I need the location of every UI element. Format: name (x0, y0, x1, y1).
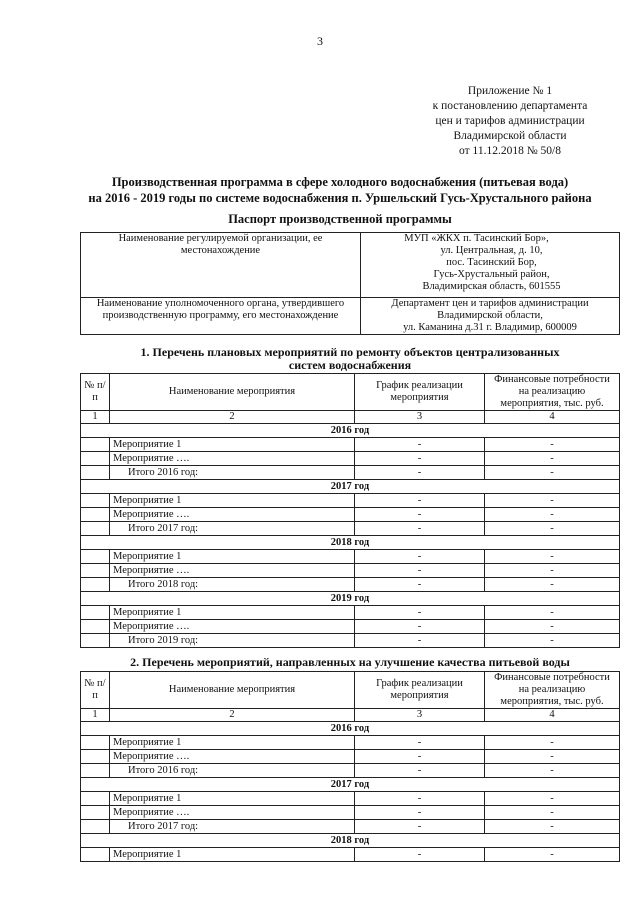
row-number (81, 820, 110, 834)
row-number (81, 806, 110, 820)
column-number-row (81, 709, 620, 722)
finance-value: - (485, 452, 620, 466)
measure-name: Мероприятие …. (110, 750, 355, 764)
measure-name: Итого 2017 год: (110, 820, 355, 834)
header-row (81, 374, 620, 411)
row-number (81, 438, 110, 452)
schedule-value: - (355, 494, 485, 508)
table-row (81, 634, 620, 648)
schedule-value: - (355, 634, 485, 648)
section2-heading: 2. Перечень мероприятий, направленных на улучшение качества питьевой воды (130, 655, 570, 669)
row-number (81, 736, 110, 750)
water-quality-measures-table (80, 671, 620, 862)
appendix-line: Владимирской области (453, 130, 567, 142)
schedule-value: - (355, 764, 485, 778)
table-row (81, 452, 620, 466)
year-label: 2016 год (81, 424, 620, 438)
title-line: на 2016 - 2019 годы по системе водоснабжения п. Уршельский Гусь-Хрустального района (88, 191, 592, 205)
year-row (81, 480, 620, 494)
header-cell: График реализации мероприятия (355, 672, 485, 709)
row-number (81, 764, 110, 778)
year-label: 2017 год (81, 480, 620, 494)
column-number: 1 (81, 709, 110, 722)
schedule-value: - (355, 750, 485, 764)
column-number: 4 (485, 709, 620, 722)
table-row (81, 848, 620, 862)
appendix-line: к постановлению департамента (432, 100, 588, 112)
measure-name: Мероприятие …. (110, 508, 355, 522)
header-cell: № п/п (81, 672, 110, 709)
schedule-value: - (355, 550, 485, 564)
row-number (81, 606, 110, 620)
org-value: МУП «ЖКХ п. Тасинский Бор», ул. Центральная, д. 10, пос. Тасинский Бор, Гусь-Хрустальный район, Владимирская область, 601555 (361, 233, 620, 298)
schedule-value: - (355, 848, 485, 862)
page-number: 3 (317, 34, 323, 48)
measure-name: Итого 2017 год: (110, 522, 355, 536)
table-row (81, 792, 620, 806)
org-label: Наименование регулируемой организации, ее местонахождение (81, 233, 361, 298)
appendix-line: Приложение № 1 (467, 85, 553, 97)
column-number: 1 (81, 411, 110, 424)
passport-row-org (81, 233, 620, 298)
row-number (81, 848, 110, 862)
table-row (81, 820, 620, 834)
column-number: 2 (110, 411, 355, 424)
appendix-line: цен и тарифов администрации (435, 115, 585, 127)
header-cell: Наименование мероприятия (110, 374, 355, 411)
schedule-value: - (355, 508, 485, 522)
finance-value: - (485, 764, 620, 778)
measure-name: Мероприятие 1 (110, 736, 355, 750)
year-label: 2017 год (81, 778, 620, 792)
schedule-value: - (355, 606, 485, 620)
finance-value: - (485, 550, 620, 564)
finance-value: - (485, 606, 620, 620)
year-row (81, 778, 620, 792)
document-title (60, 174, 620, 206)
measure-name: Итого 2016 год: (110, 764, 355, 778)
table-row (81, 620, 620, 634)
row-number (81, 452, 110, 466)
row-number (81, 578, 110, 592)
row-number (81, 750, 110, 764)
table-row (81, 522, 620, 536)
measure-name: Итого 2016 год: (110, 466, 355, 480)
table-row (81, 578, 620, 592)
year-label: 2016 год (81, 722, 620, 736)
table-row (81, 750, 620, 764)
finance-value: - (485, 494, 620, 508)
measure-name: Мероприятие 1 (110, 438, 355, 452)
header-cell: Наименование мероприятия (110, 672, 355, 709)
table-row (81, 550, 620, 564)
schedule-value: - (355, 620, 485, 634)
finance-value: - (485, 806, 620, 820)
measure-name: Мероприятие 1 (110, 792, 355, 806)
schedule-value: - (355, 466, 485, 480)
passport-title: Паспорт производственной программы (228, 212, 452, 226)
measure-name: Мероприятие 1 (110, 494, 355, 508)
header-row (81, 672, 620, 709)
authority-label: Наименование уполномоченного органа, утвердившего производственную программу, его местонахождение (81, 298, 361, 335)
year-row (81, 834, 620, 848)
column-number: 2 (110, 709, 355, 722)
year-row (81, 592, 620, 606)
table-row (81, 736, 620, 750)
row-number (81, 494, 110, 508)
title-line: Производственная программа в сфере холодного водоснабжения (питьевая вода) (111, 175, 569, 189)
finance-value: - (485, 848, 620, 862)
finance-value: - (485, 438, 620, 452)
year-row (81, 536, 620, 550)
row-number (81, 508, 110, 522)
passport-table (80, 232, 620, 335)
measure-name: Мероприятие 1 (110, 606, 355, 620)
header-cell: График реализации мероприятия (355, 374, 485, 411)
repair-measures-table (80, 373, 620, 648)
table-row (81, 806, 620, 820)
table-row (81, 494, 620, 508)
row-number (81, 792, 110, 806)
year-row (81, 722, 620, 736)
year-label: 2018 год (81, 536, 620, 550)
year-label: 2019 год (81, 592, 620, 606)
finance-value: - (485, 792, 620, 806)
header-cell: Финансовые потребности на реализацию мероприятия, тыс. руб. (485, 672, 620, 709)
table-row (81, 438, 620, 452)
schedule-value: - (355, 578, 485, 592)
measure-name: Мероприятие …. (110, 452, 355, 466)
year-label: 2018 год (81, 834, 620, 848)
schedule-value: - (355, 820, 485, 834)
year-row (81, 424, 620, 438)
schedule-value: - (355, 438, 485, 452)
authority-value: Департамент цен и тарифов администрации Владимирской области, ул. Каманина д.31 г. Владимир, 600009 (361, 298, 620, 335)
row-number (81, 634, 110, 648)
table-row (81, 606, 620, 620)
schedule-value: - (355, 792, 485, 806)
row-number (81, 522, 110, 536)
finance-value: - (485, 564, 620, 578)
row-number (81, 466, 110, 480)
header-cell: № п/п (81, 374, 110, 411)
section1-heading: 1. Перечень плановых мероприятий по ремонту объектов централизованных систем водоснабжения (140, 345, 560, 372)
measure-name: Мероприятие 1 (110, 550, 355, 564)
column-number: 3 (355, 411, 485, 424)
schedule-value: - (355, 564, 485, 578)
table-row (81, 764, 620, 778)
finance-value: - (485, 750, 620, 764)
table-row (81, 466, 620, 480)
schedule-value: - (355, 736, 485, 750)
finance-value: - (485, 820, 620, 834)
row-number (81, 620, 110, 634)
appendix-block (400, 84, 620, 159)
column-number-row (81, 411, 620, 424)
finance-value: - (485, 578, 620, 592)
finance-value: - (485, 508, 620, 522)
schedule-value: - (355, 806, 485, 820)
row-number (81, 564, 110, 578)
measure-name: Итого 2019 год: (110, 634, 355, 648)
schedule-value: - (355, 452, 485, 466)
column-number: 4 (485, 411, 620, 424)
finance-value: - (485, 620, 620, 634)
header-cell: Финансовые потребности на реализацию мероприятия, тыс. руб. (485, 374, 620, 411)
measure-name: Мероприятие …. (110, 806, 355, 820)
appendix-line: от 11.12.2018 № 50/8 (459, 145, 561, 157)
column-number: 3 (355, 709, 485, 722)
finance-value: - (485, 522, 620, 536)
measure-name: Итого 2018 год: (110, 578, 355, 592)
finance-value: - (485, 466, 620, 480)
measure-name: Мероприятие 1 (110, 848, 355, 862)
table-row (81, 508, 620, 522)
measure-name: Мероприятие …. (110, 564, 355, 578)
schedule-value: - (355, 522, 485, 536)
finance-value: - (485, 736, 620, 750)
row-number (81, 550, 110, 564)
finance-value: - (485, 634, 620, 648)
table-row (81, 564, 620, 578)
measure-name: Мероприятие …. (110, 620, 355, 634)
passport-row-authority (81, 298, 620, 335)
